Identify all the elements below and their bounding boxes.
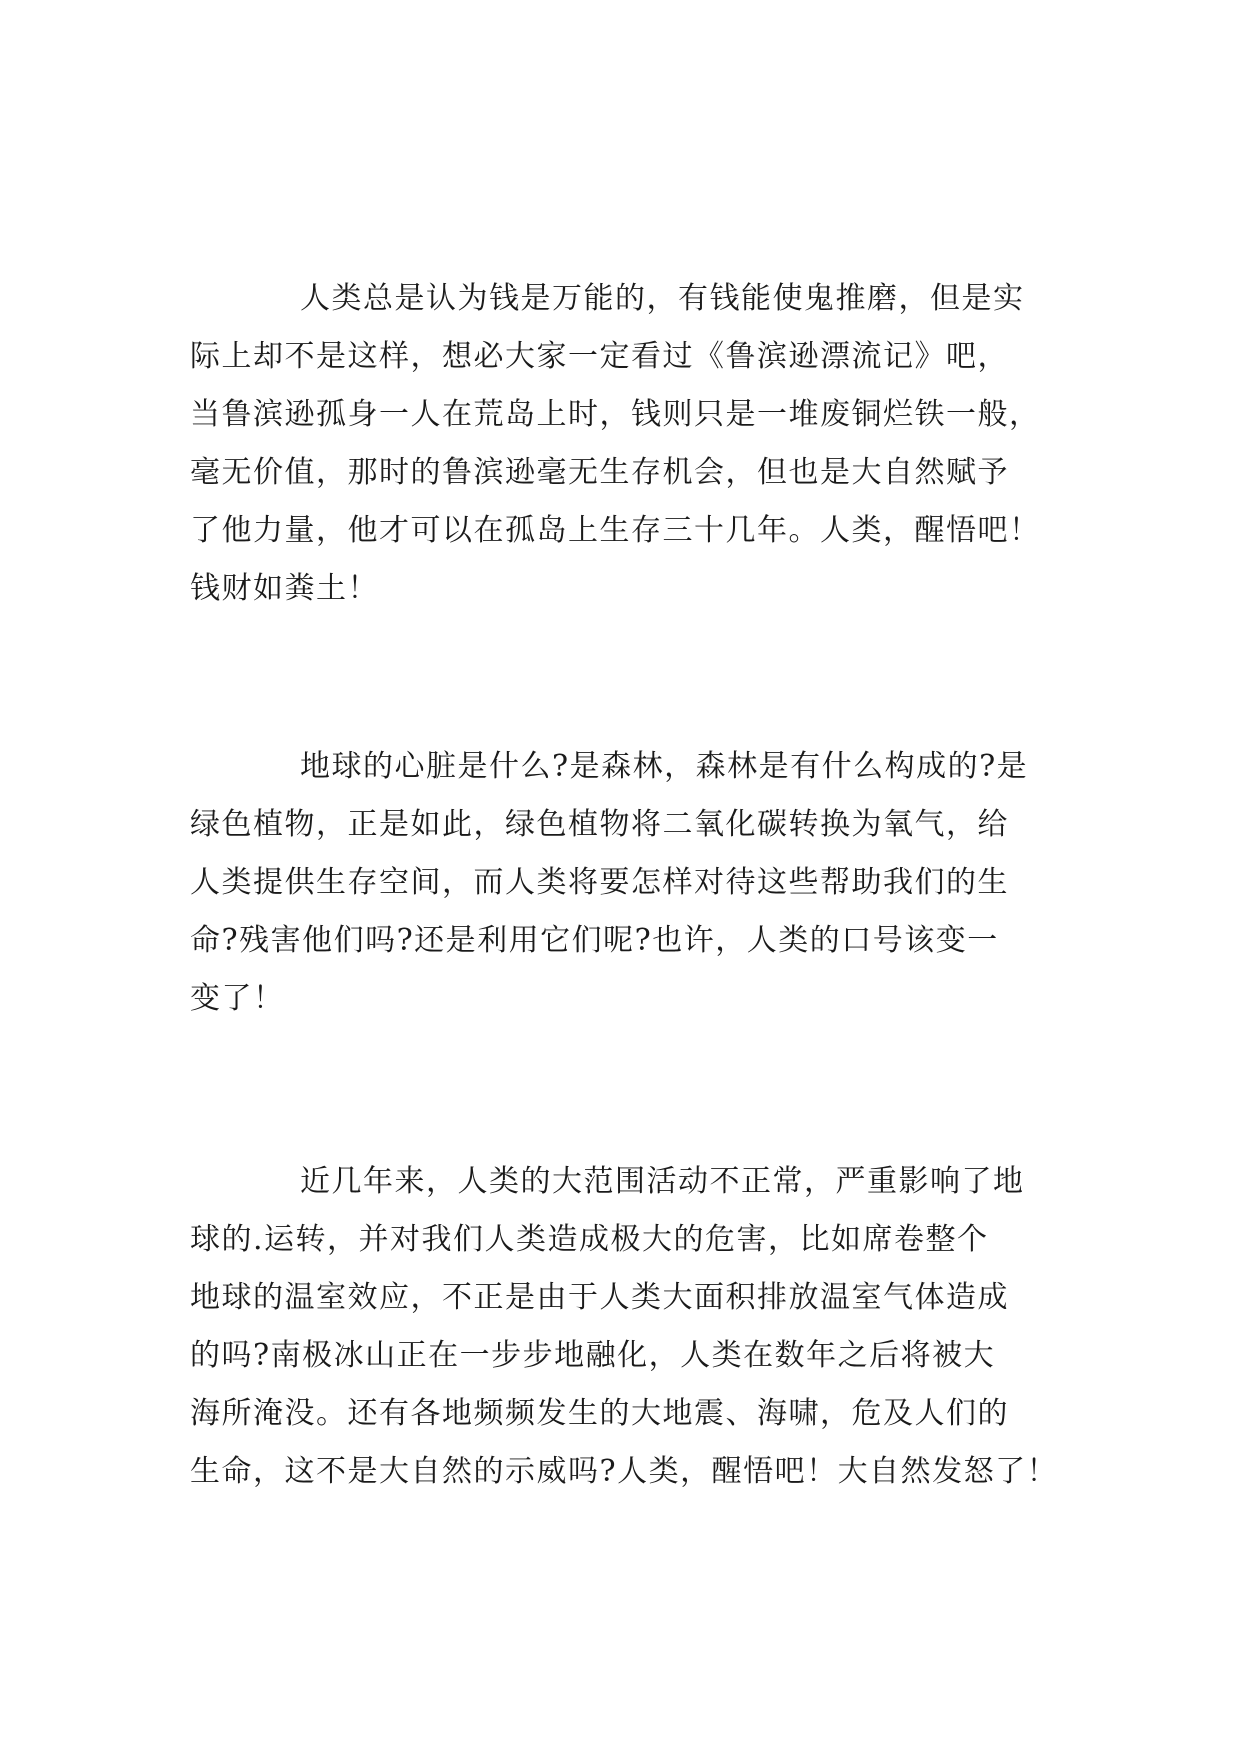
paragraph-forest	[190, 738, 1050, 1028]
paragraph-line: 的吗?南极冰山正在一步步地融化，人类在数年之后将被大	[190, 1338, 996, 1373]
paragraph-line: 生命，这不是大自然的示威吗?人类，醒悟吧！大自然发怒了！	[190, 1454, 1059, 1489]
paragraph-line: 近几年来，人类的大范围活动不正常，严重影响了地	[300, 1164, 1025, 1199]
paragraph-line: 人类总是认为钱是万能的，有钱能使鬼推磨，但是实	[300, 281, 1025, 316]
paragraph-line: 地球的心脏是什么?是森林，森林是有什么构成的?是	[300, 749, 1029, 784]
paragraph-line: 绿色植物，正是如此，绿色植物将二氧化碳转换为氧气，给	[190, 807, 1009, 842]
paragraph-line: 命?残害他们吗?还是利用它们呢?也许，人类的口号该变一	[190, 923, 999, 958]
paragraph-line: 际上却不是这样，想必大家一定看过《鲁滨逊漂流记》吧，	[190, 339, 1009, 374]
paragraph-line: 当鲁滨逊孤身一人在荒岛上时，钱则只是一堆废铜烂铁一般，	[190, 397, 1041, 432]
paragraph-line: 球的.运转，并对我们人类造成极大的危害，比如席卷整个	[190, 1222, 989, 1257]
paragraph-line: 人类提供生存空间，而人类将要怎样对待这些帮助我们的生	[190, 865, 1009, 900]
paragraph-money	[190, 270, 1050, 618]
paragraph-climate	[190, 1153, 1059, 1501]
paragraph-line: 了他力量，他才可以在孤岛上生存三十几年。人类，醒悟吧！	[190, 513, 1041, 548]
paragraph-line: 地球的温室效应，不正是由于人类大面积排放温室气体造成	[190, 1280, 1009, 1315]
paragraph-line: 毫无价值，那时的鲁滨逊毫无生存机会，但也是大自然赋予	[190, 455, 1009, 490]
paragraph-line: 海所淹没。还有各地频频发生的大地震、海啸，危及人们的	[190, 1396, 1009, 1431]
paragraph-line: 变了！	[190, 981, 285, 1016]
paragraph-line: 钱财如粪土！	[190, 571, 379, 606]
